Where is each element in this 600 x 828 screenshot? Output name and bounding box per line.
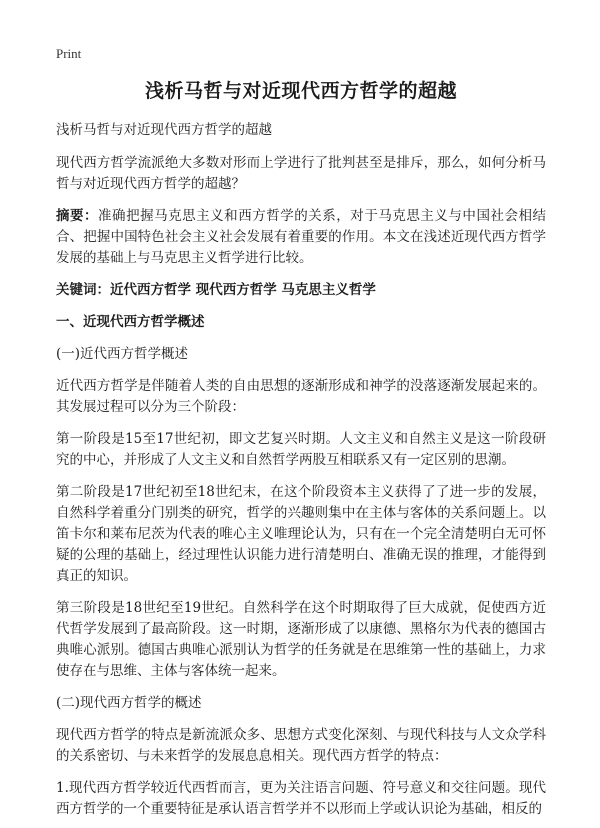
subsection-heading-2: (二)现代西方哲学的概述 bbox=[56, 695, 202, 711]
paragraph-stage-3: 第三阶段是18世纪至19世纪。自然科学在这个时期取得了巨大成就，促使西方近代哲学发展到了最高阶段。这一时期，逐渐形成了以康德、黑格尔为代表的德国古典唯心派别。德国古典唯心派别认为哲学的任务就是在思维第一性的基础上，力求使存在与思维、主体与客体统一起来。 bbox=[56, 600, 546, 679]
paragraph-contemporary-features: 现代西方哲学的特点是新流派众多、思想方式变化深刻、与现代科技与人文众学科的关系密切、与未来哲学的发展息息相关。现代西方哲学的特点： bbox=[56, 727, 546, 764]
section-heading-1: 一、近现代西方哲学概述 bbox=[56, 314, 205, 330]
abstract-text: 准确把握马克思主义和西方哲学的关系，对于马克思主义与中国社会相结合、把握中国特色社会主义社会发展有着重要的作用。本文在浅述近现代西方哲学发展的基础上与马克思主义哲学进行比较。 bbox=[56, 208, 547, 266]
keywords-line: 关键词：近代西方哲学 现代西方哲学 马克思主义哲学 bbox=[56, 282, 376, 298]
subsection-heading-1: (一)近代西方哲学概述 bbox=[56, 346, 189, 362]
intro-paragraph: 现代西方哲学流派绝大多数对形而上学进行了批判甚至是排斥，那么，如何分析马哲与对近现代西方哲学的超越？ bbox=[56, 155, 546, 192]
abstract-label: 摘要： bbox=[56, 208, 99, 224]
paragraph-feature-1: 1.现代西方哲学较近代西哲而言，更为关注语言问题、符号意义和交往问题。现代西方哲学的一个重要特征是承认语言哲学并不以形而上学或认识论为基础，相反的 bbox=[56, 780, 546, 817]
paragraph-stage-1: 第一阶段是15至17世纪初，即文艺复兴时期。人文主义和自然主义是这一阶段研究的中心，并形成了人文主义和自然哲学两股互相联系又有一定区别的思潮。 bbox=[56, 431, 546, 468]
print-label: Print bbox=[56, 46, 82, 61]
paragraph-modern-origin: 近代西方哲学是伴随着人类的自由思想的逐渐形成和神学的没落逐渐发展起来的。其发展过程可以分为三个阶段： bbox=[56, 378, 546, 415]
paragraph-stage-2: 第二阶段是17世纪初至18世纪末，在这个阶段资本主义获得了了进一步的发展，自然科学着重分门别类的研究，哲学的兴趣则集中在主体与客体的关系问题上。以笛卡尔和莱布尼茨为代表的唯心主义唯理论认为，只有在一个完全清楚明白无可怀疑的公理的基础上，经过理性认识能力进行清楚明白、准确无误的推理，才能得到真正的知识。 bbox=[56, 484, 546, 584]
document-title: 浅析马哲与对近现代西方哲学的超越 bbox=[144, 80, 457, 102]
document-subtitle: 浅析马哲与对近现代西方哲学的超越 bbox=[56, 122, 272, 138]
abstract-paragraph bbox=[56, 206, 546, 269]
